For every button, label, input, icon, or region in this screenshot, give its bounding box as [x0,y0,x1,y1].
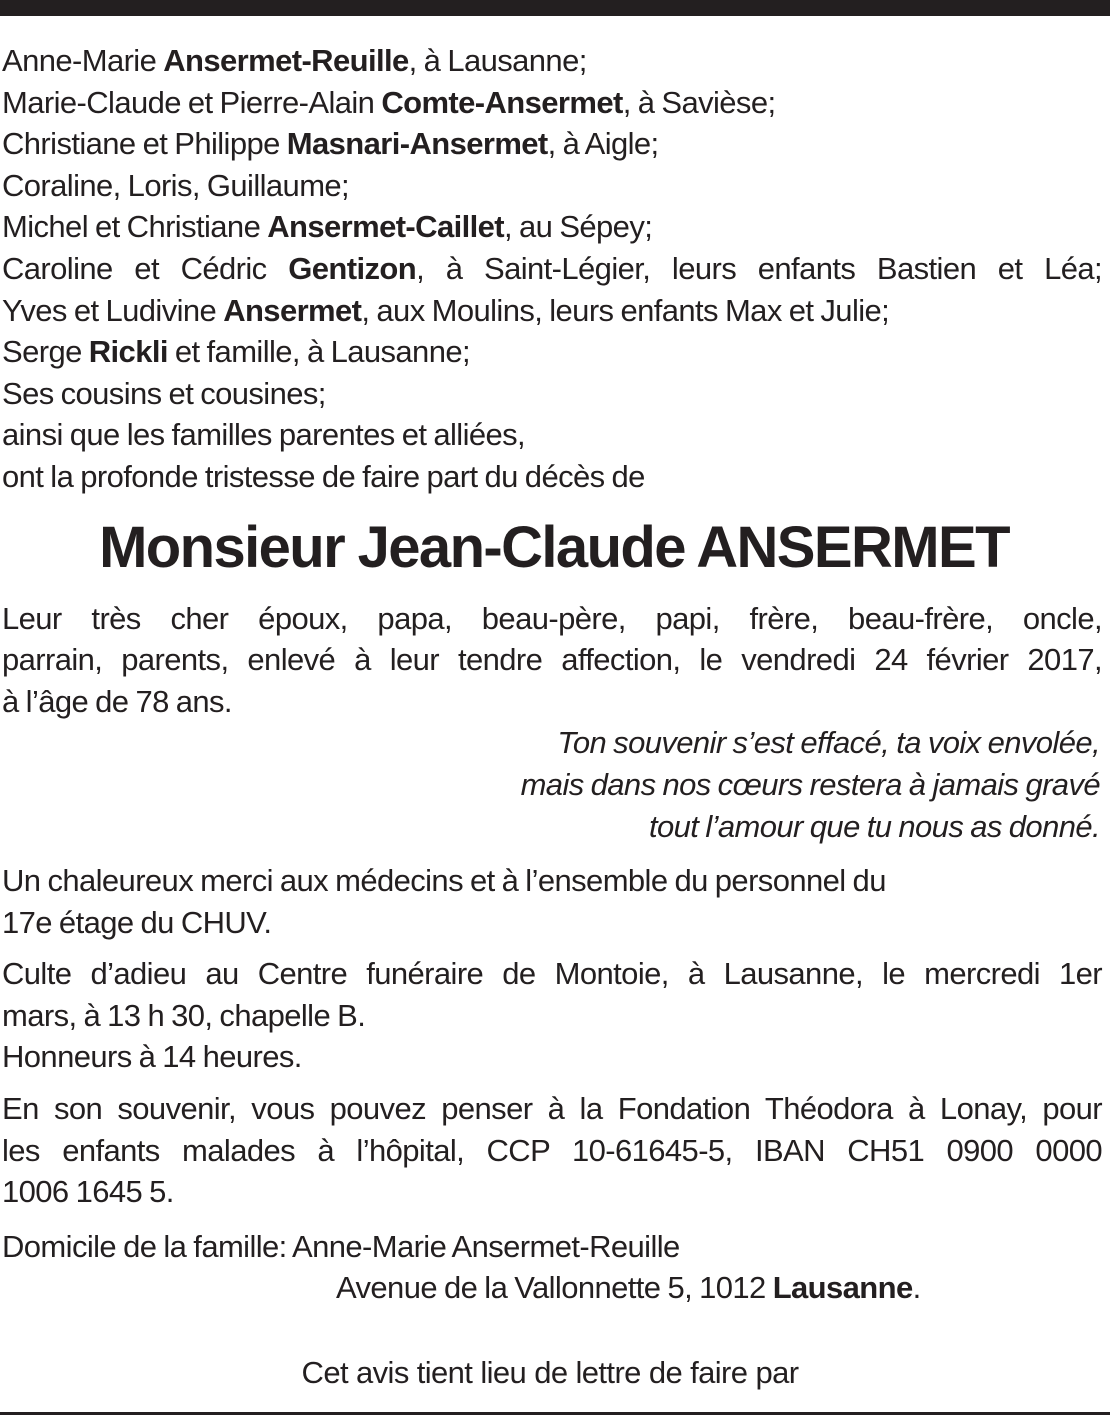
description-line: Leur très cher époux, papa, beau-père, papi, frère, beau-frère, oncle, [2,600,1102,636]
donation-line: 1006 1645 5. [2,1174,174,1210]
poem-line: mais dans nos cœurs restera à jamais gravé [520,766,1100,802]
family-line: Michel et Christiane Ansermet-Caillet, au Sépey; [2,209,653,245]
donation-line: En son souvenir, vous pouvez penser à la Fondation Théodora à Lonay, pour [2,1091,1102,1127]
ceremony-paragraph [2,953,1102,1078]
description-paragraph [2,598,1102,723]
family-line: ainsi que les familles parentes et alliées, [2,417,526,453]
thanks-line: Un chaleureux merci aux médecins et à l’ensemble du personnel du [2,863,886,899]
family-line: Ses cousins et cousines; [2,375,326,411]
family-line: Christiane et Philippe Masnari-Ansermet, à Aigle; [2,126,659,162]
family-surname: Masnari-Ansermet [286,126,548,162]
family-list [2,40,1102,498]
family-surname: Rickli [88,334,168,370]
thanks-line: 17e étage du CHUV. [2,904,272,940]
ceremony-line: Honneurs à 14 heures. [2,1039,302,1075]
family-line: Serge Rickli et famille, à Lausanne; [2,334,470,370]
poem-line: Ton souvenir s’est effacé, ta voix envolée, [557,725,1100,761]
poem-line: tout l’amour que tu nous as donné. [649,808,1100,844]
family-line: Yves et Ludivine Ansermet, aux Moulins, leurs enfants Max et Julie; [2,292,890,328]
top-border-bar [0,0,1110,16]
domicile-address: Avenue de la Vallonnette 5, 1012 Lausanne. [336,1270,921,1306]
domicile-block [2,1226,1102,1309]
family-surname: Ansermet-Caillet [267,209,504,245]
obituary-notice [2,40,1102,1309]
announcement-line: ont la profonde tristesse de faire part du décès de [2,458,645,494]
family-surname: Ansermet-Reuille [163,43,409,78]
family-line: Marie-Claude et Pierre-Alain Comte-Ansermet, à Savièse; [2,84,776,120]
family-line: Caroline et Cédric Gentizon, à Saint-Légier, leurs enfants Bastien et Léa; [2,250,1103,286]
description-line: parrain, parents, enlevé à leur tendre affection, le vendredi 24 février 2017, [2,642,1102,678]
deceased-name: Monsieur Jean-Claude ANSERMET [99,514,1009,580]
ceremony-line: Culte d’adieu au Centre funéraire de Montoie, à Lausanne, le mercredi 1er [2,956,1102,992]
family-line: Anne-Marie Ansermet-Reuille, à Lausanne; [2,43,587,78]
family-surname: Comte-Ansermet [381,84,623,120]
donation-line: les enfants malades à l’hôpital, CCP 10-61645-5, IBAN CH51 0900 0000 [2,1132,1102,1168]
domicile-city: Lausanne [772,1270,913,1306]
bottom-border-line [0,1412,1110,1415]
family-line: Coraline, Loris, Guillaume; [2,167,350,203]
family-surname: Gentizon [288,250,417,286]
description-line: à l’âge de 78 ans. [2,683,232,719]
domicile-line: Domicile de la famille: Anne-Marie Ansermet-Reuille [2,1228,680,1264]
ceremony-line: mars, à 13 h 30, chapelle B. [2,997,366,1033]
footer-note: Cet avis tient lieu de lettre de faire par [301,1355,799,1390]
thanks-paragraph [2,860,1102,943]
family-surname: Ansermet [223,292,362,328]
poem-quote [2,722,1102,847]
donation-paragraph [2,1088,1102,1213]
